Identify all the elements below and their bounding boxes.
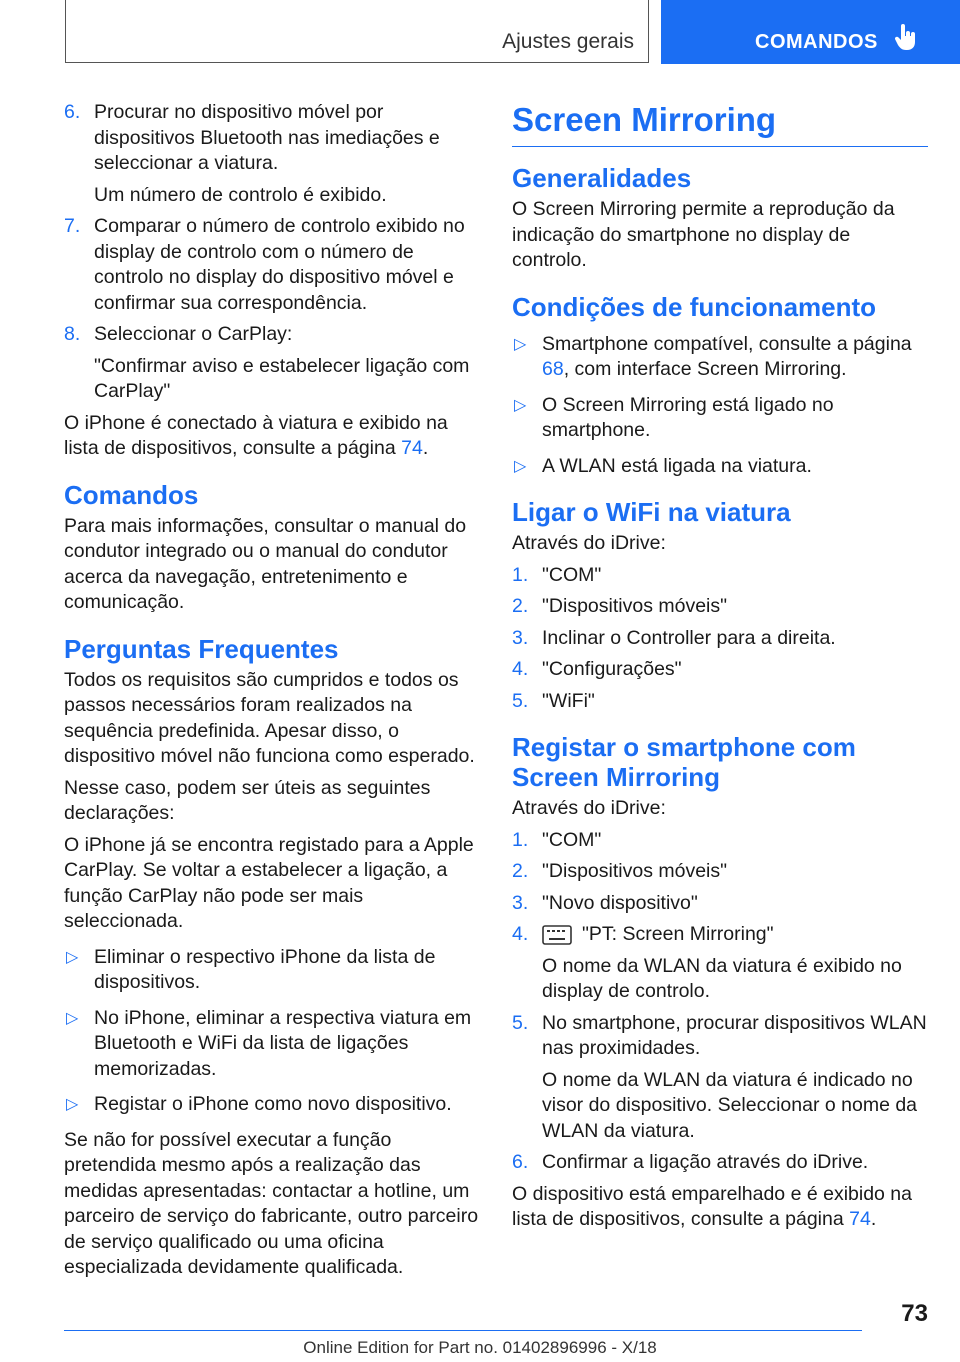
faq-paragraph-3: O iPhone já se encontra registado para a Apple CarPlay. Se voltar a estabelecer a ligação, a função CarPlay não pode ser mais seleccionada. xyxy=(64,833,474,932)
triangle-bullet-icon: ▷ xyxy=(66,1096,79,1113)
faq-paragraph-2: Nesse caso, podem ser úteis as seguintes declarações: xyxy=(64,776,431,824)
step-text: "COM" xyxy=(542,828,602,851)
heading-faq: Perguntas Frequentes xyxy=(64,633,339,664)
step-number: 6. xyxy=(64,101,81,123)
bullet-text: No iPhone, eliminar a respectiva viatura em Bluetooth e WiFi da lista de ligações memorizadas. xyxy=(94,1006,472,1080)
condition-item: ▷ O Screen Mirroring está ligado no smartphone. xyxy=(514,393,834,441)
step-number: 1. xyxy=(512,563,529,586)
triangle-bullet-icon: ▷ xyxy=(514,457,527,475)
step-item xyxy=(64,100,480,208)
step-number: 2. xyxy=(512,860,529,882)
step-number: 5. xyxy=(512,689,529,712)
heading-wifi: Ligar o WiFi na viatura xyxy=(512,497,791,527)
triangle-bullet-icon: ▷ xyxy=(514,335,527,353)
bullet-item xyxy=(64,1006,480,1083)
wifi-intro: Através do iDrive: xyxy=(512,532,666,554)
page-link[interactable]: 68 xyxy=(542,358,564,380)
page-header xyxy=(0,0,960,66)
step-item xyxy=(512,891,928,917)
footer-edition: Online Edition for Part no. 01402896996 - X/18 xyxy=(303,1338,657,1357)
step-number: 5. xyxy=(512,1011,529,1034)
step-text: "WiFi" xyxy=(542,689,595,712)
step-note: Um número de controlo é exibido. xyxy=(94,183,387,206)
bullet-text: Registar o iPhone como novo dispositivo. xyxy=(94,1093,452,1115)
step-text: Confirmar a ligação através do iDrive. xyxy=(542,1151,869,1173)
step-note: "Confirmar aviso e estabelecer ligação com CarPlay" xyxy=(94,354,470,402)
header-section-title: Ajustes gerais xyxy=(502,30,634,53)
step-text: "Configurações" xyxy=(542,658,682,680)
step-item xyxy=(64,322,480,405)
step-note: O nome da WLAN da viatura é indicado no visor do dispositivo. Seleccionar o nome da WLAN da viatura. xyxy=(542,1068,918,1142)
final-paragraph: Se não for possível executar a função pretendida mesmo após a realização das medidas apresentadas: contactar a hotline, um parceiro de serviço do fabricante, outro parceiro de serviço qualificado ou uma oficina especializada devidamente qualificada. xyxy=(64,1128,479,1278)
step-note: O nome da WLAN da viatura é exibido no display de controlo. xyxy=(542,954,902,1002)
step-text: "Novo dispositivo" xyxy=(542,891,698,914)
step-number: 2. xyxy=(512,595,529,617)
heading-generalidades: Generalidades xyxy=(512,163,692,193)
step-number: 8. xyxy=(64,323,81,345)
step-text: Inclinar o Controller para a direita. xyxy=(542,626,836,649)
step-text: Comparar o número de controlo exibido no display de controlo com o número de controlo no display do dispositivo móvel e confirmar sua correspondência. xyxy=(94,215,465,314)
header-chapter-label: COMANDOS xyxy=(755,31,878,53)
heading-condicoes: Condições de funcionamento xyxy=(512,291,877,322)
condition-item: ▷ A WLAN está ligada na viatura. xyxy=(512,454,928,480)
heading-comandos: Comandos xyxy=(64,479,199,510)
step-item xyxy=(512,1011,928,1145)
keyboard-icon xyxy=(542,925,572,945)
step-text: "Dispositivos móveis" xyxy=(542,860,728,882)
condition-item: ▷ Smartphone compatível, consulte a página 68, com interface Screen Mirroring. xyxy=(514,332,912,380)
step-item xyxy=(512,594,928,620)
hand-pointer-icon xyxy=(895,24,917,52)
chapter-title: Screen Mirroring xyxy=(512,101,777,138)
header-section-box xyxy=(65,0,649,63)
step-item xyxy=(512,828,928,854)
step-text: Procurar no dispositivo móvel por dispositivos Bluetooth nas imediações e seleccionar a viatura. xyxy=(94,101,440,174)
page-link[interactable]: 74 xyxy=(401,437,423,459)
step-number: 6. xyxy=(512,1151,529,1173)
step-item xyxy=(512,626,928,652)
end-paragraph: O dispositivo está emparelhado e é exibido na lista de dispositivos, consulte a página 74. xyxy=(512,1182,912,1230)
header-chapter-tab[interactable] xyxy=(661,0,960,64)
step-number: 7. xyxy=(64,215,81,237)
step-text: "COM" xyxy=(542,563,602,586)
footer-divider xyxy=(64,1330,862,1331)
step-number: 4. xyxy=(512,923,529,945)
bullet-item xyxy=(64,945,480,996)
right-column xyxy=(512,100,928,1239)
comandos-paragraph: Para mais informações, consultar o manual do condutor integrado ou o manual do condutor acerca da navegação, entretenimento e comunicação. xyxy=(64,514,467,613)
step-item xyxy=(64,214,480,316)
step-item xyxy=(512,922,928,1005)
step-text: No smartphone, procurar dispositivos WLAN nas proximidades. xyxy=(542,1011,927,1059)
left-column xyxy=(64,100,480,1287)
general-paragraph: O Screen Mirroring permite a reprodução da indicação do smartphone no display de controlo. xyxy=(512,198,895,271)
step-text: Seleccionar o CarPlay: xyxy=(94,323,293,345)
bullet-item xyxy=(64,1092,480,1118)
step-number: 4. xyxy=(512,658,529,680)
triangle-bullet-icon: ▷ xyxy=(66,1009,79,1027)
step-item xyxy=(512,1150,928,1176)
step-item xyxy=(512,657,928,683)
page-number: 73 xyxy=(901,1300,928,1327)
step-number: 3. xyxy=(512,891,529,914)
step-item xyxy=(512,689,928,715)
triangle-bullet-icon: ▷ xyxy=(66,948,79,966)
bullet-text: Eliminar o respectivo iPhone da lista de dispositivos. xyxy=(94,945,436,993)
step-item xyxy=(512,563,928,589)
registar-intro: Através do iDrive: xyxy=(512,797,666,819)
step-number: 3. xyxy=(512,626,529,649)
step-item xyxy=(512,859,928,885)
page-link[interactable]: 74 xyxy=(849,1208,871,1230)
step-text: "PT: Screen Mirroring" xyxy=(582,923,774,945)
step-text: "Dispositivos móveis" xyxy=(542,595,728,617)
triangle-bullet-icon: ▷ xyxy=(514,396,527,414)
heading-registar: Registar o smartphone com Screen Mirroring xyxy=(512,732,856,792)
step-number: 1. xyxy=(512,828,529,851)
faq-paragraph-1: Todos os requisitos são cumpridos e todos os passos necessários foram realizados na sequência predefinida. Apesar disso, o dispositivo móvel não funciona como esperado. xyxy=(64,668,475,767)
connected-paragraph: O iPhone é conectado à viatura e exibido na lista de dispositivos, consulte a página 74. xyxy=(64,411,448,459)
